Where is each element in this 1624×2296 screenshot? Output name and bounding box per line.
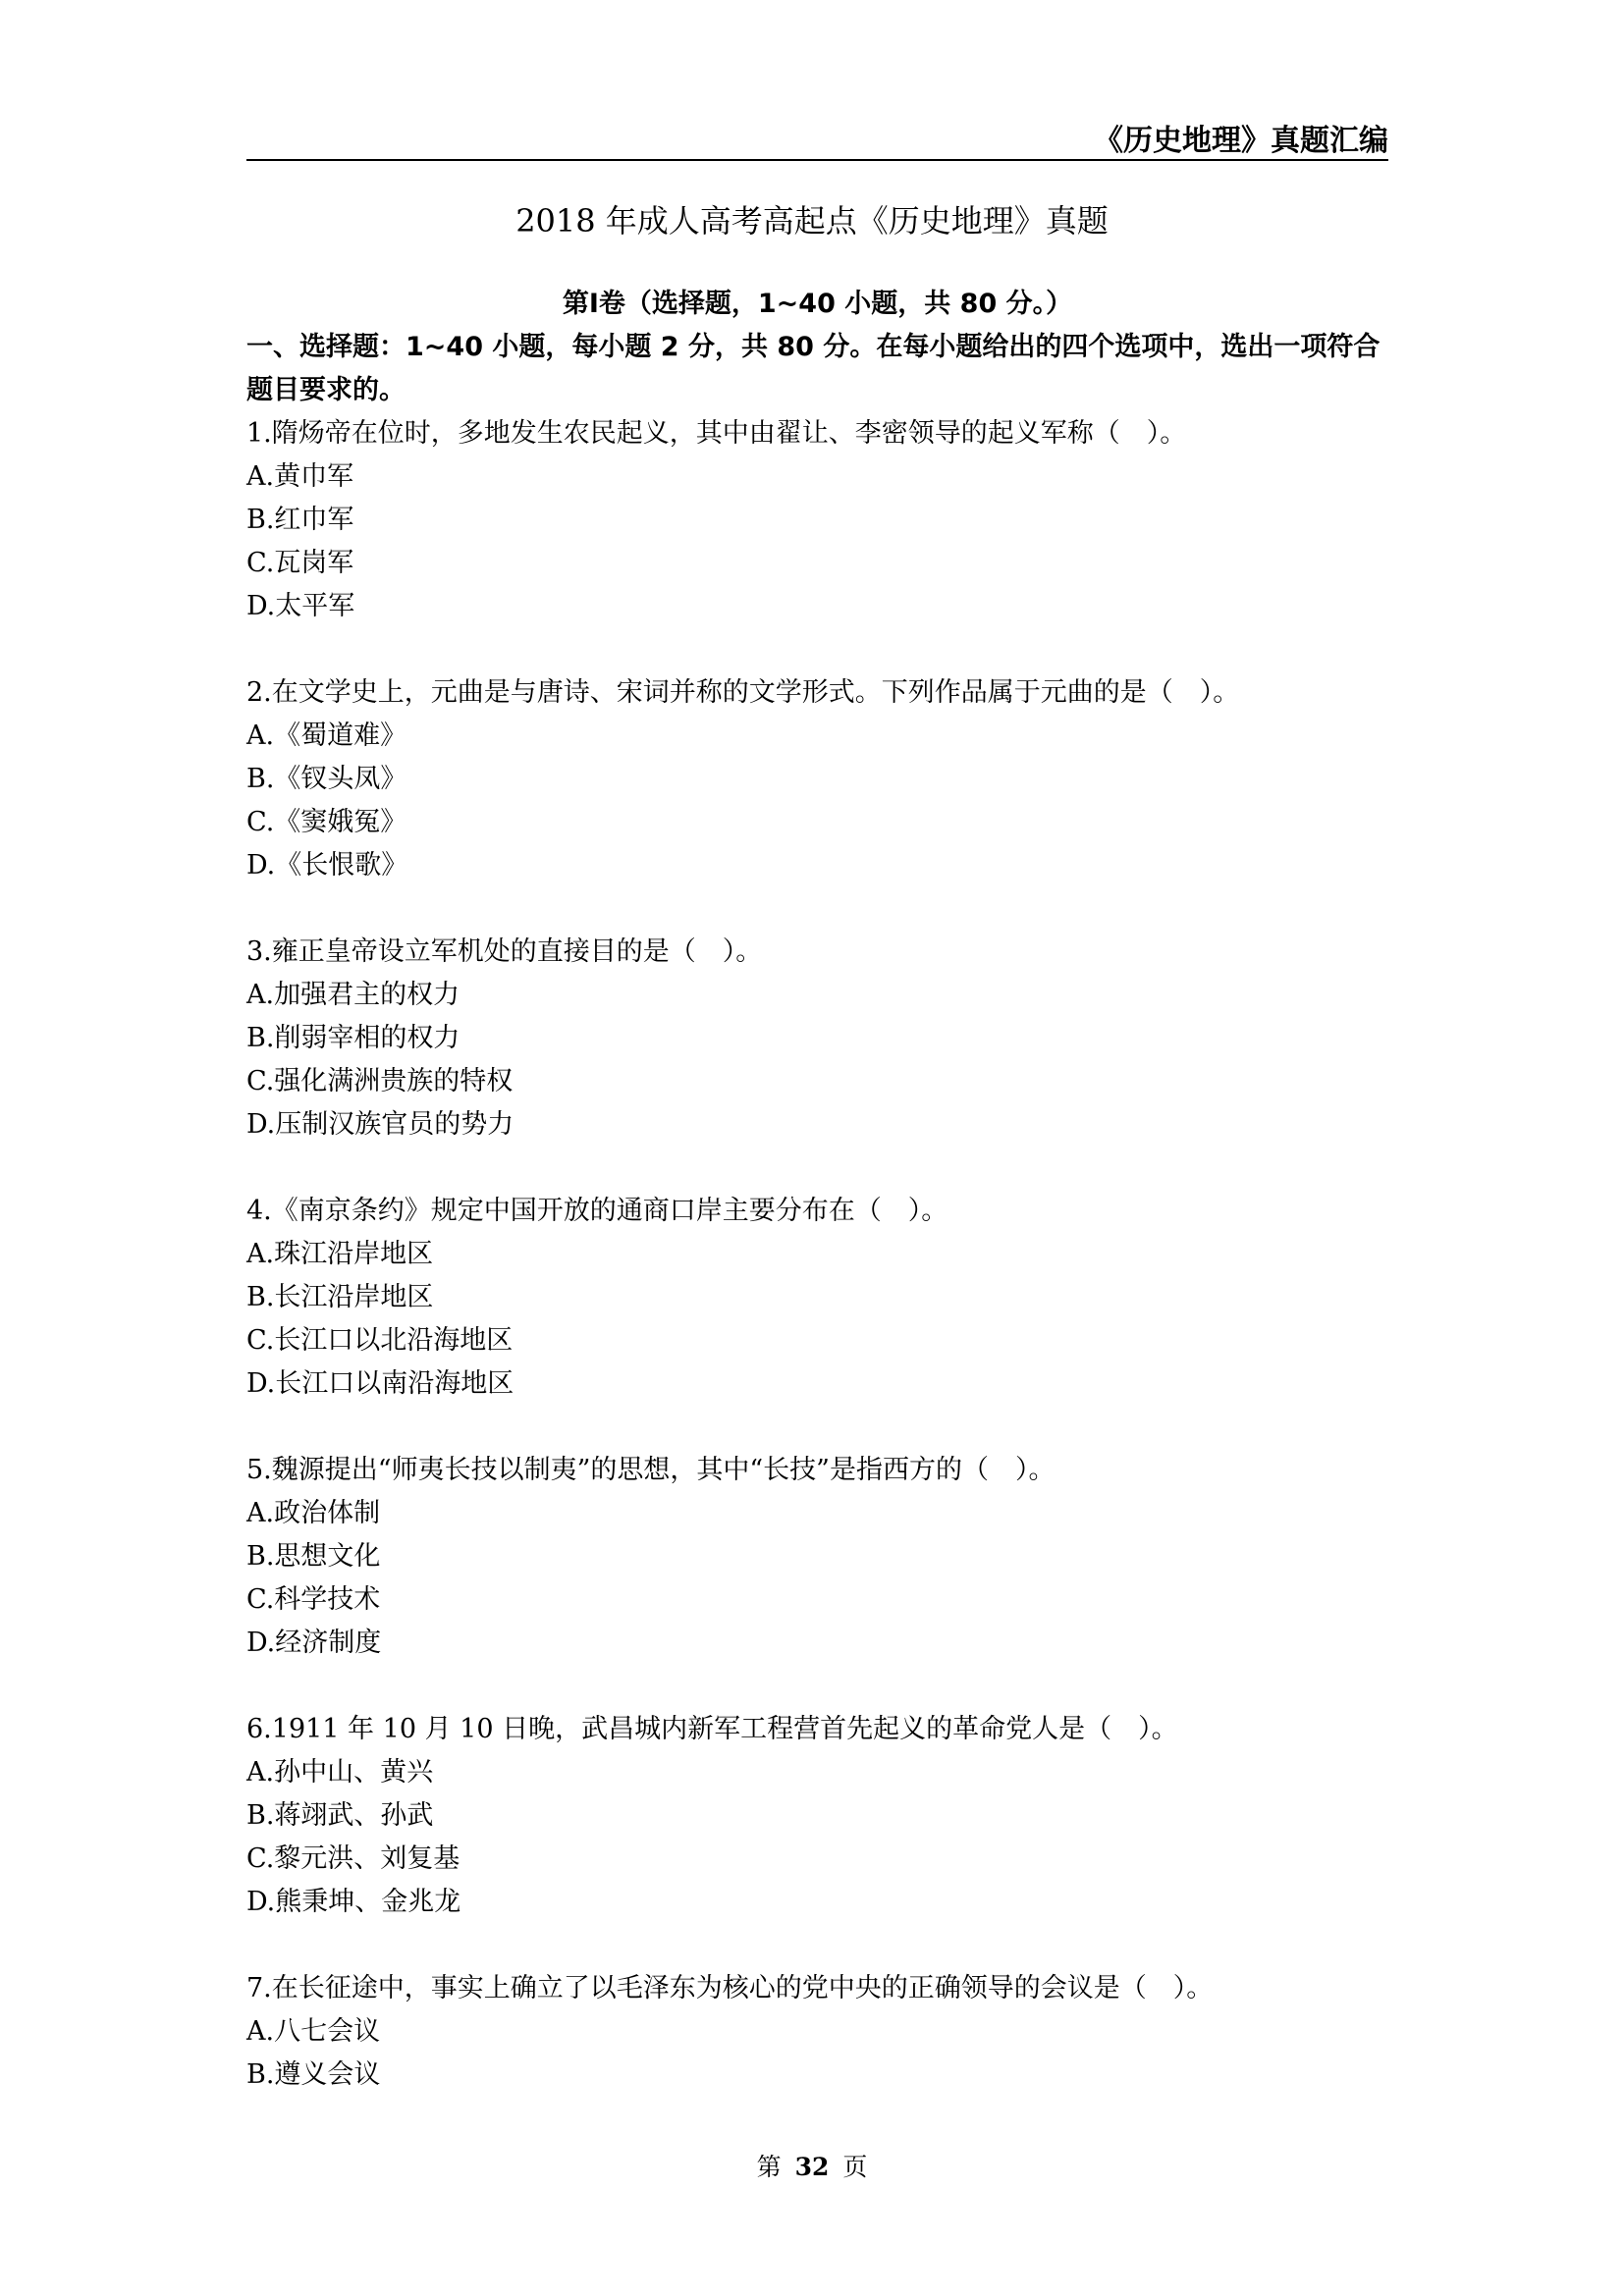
question-option: B.长江沿岸地区 <box>246 1282 434 1312</box>
document-title: 2018 年成人高考高起点《历史地理》真题 <box>515 202 1109 240</box>
question-option: B.蒋翊武、孙武 <box>246 1800 434 1831</box>
question-option: D.熊秉坤、金兆龙 <box>246 1887 461 1917</box>
question-option: C.瓦岗军 <box>246 548 354 578</box>
question-option: C.科学技术 <box>246 1584 381 1615</box>
document-body <box>246 283 1388 2097</box>
question-option: C.黎元洪、刘复基 <box>246 1843 460 1874</box>
question-5 <box>246 1449 1388 1665</box>
page-footer <box>0 2148 1624 2183</box>
question-option: D.太平军 <box>246 591 355 621</box>
question-6 <box>246 1708 1388 1924</box>
question-option: D.长江口以南沿海地区 <box>246 1368 514 1399</box>
question-stem: 7.在长征途中，事实上确立了以毛泽东为核心的党中央的正确领导的会议是（ ）。 <box>246 1973 1214 2003</box>
question-stem: 5.魏源提出“师夷长技以制夷”的思想，其中“长技”是指西方的（ ）。 <box>246 1455 1056 1485</box>
question-option: A.八七会议 <box>246 2016 381 2047</box>
question-option: A.政治体制 <box>246 1498 381 1528</box>
question-option: A.珠江沿岸地区 <box>246 1239 434 1269</box>
footer-prefix: 第 <box>756 2153 782 2181</box>
question-option: C.强化满洲贵族的特权 <box>246 1066 514 1096</box>
question-option: B.红巾军 <box>246 505 354 535</box>
question-option: A.孙中山、黄兴 <box>246 1757 434 1788</box>
question-option: A.黄巾军 <box>246 461 354 492</box>
question-option: A.加强君主的权力 <box>246 980 460 1010</box>
question-4 <box>246 1190 1388 1406</box>
question-option: B.遵义会议 <box>246 2059 381 2090</box>
page-number: 32 <box>794 2153 830 2181</box>
question-list <box>246 412 1388 2097</box>
header-title: 《历史地理》真题汇编 <box>1094 124 1388 158</box>
question-1 <box>246 412 1388 628</box>
instruction-text: 一、选择题：1~40 小题，每小题 2 分，共 80 分。在每小题给出的四个选项中，选出一项符合题目要求的。 <box>246 332 1380 405</box>
question-stem: 4.《南京条约》规定中国开放的通商口岸主要分布在（ ）。 <box>246 1196 948 1226</box>
question-stem: 3.雍正皇帝设立军机处的直接目的是（ ）。 <box>246 936 763 967</box>
question-7 <box>246 1967 1388 2097</box>
question-option: D.压制汉族官员的势力 <box>246 1109 514 1140</box>
question-3 <box>246 931 1388 1147</box>
question-option: C.《窦娥冤》 <box>246 807 407 837</box>
question-option: D.《长恨歌》 <box>246 850 408 881</box>
question-2 <box>246 671 1388 887</box>
question-option: B.《钗头凤》 <box>246 764 407 794</box>
question-option: B.思想文化 <box>246 1541 381 1572</box>
question-option: A.《蜀道难》 <box>246 721 407 751</box>
section-title: 第Ⅰ卷（选择题，1~40 小题，共 80 分。） <box>562 289 1073 319</box>
page-header <box>246 116 1388 161</box>
question-stem: 2.在文学史上，元曲是与唐诗、宋词并称的文学形式。下列作品属于元曲的是（ ）。 <box>246 677 1240 708</box>
question-option: D.经济制度 <box>246 1628 382 1658</box>
question-option: B.削弱宰相的权力 <box>246 1023 460 1053</box>
question-stem: 6.1911 年 10 月 10 日晚，武昌城内新军工程营首先起义的革命党人是（ ）。 <box>246 1714 1178 1744</box>
footer-suffix: 页 <box>842 2153 868 2181</box>
question-stem: 1.隋炀帝在位时，多地发生农民起义，其中由翟让、李密领导的起义军称（ ）。 <box>246 418 1187 449</box>
question-option: C.长江口以北沿海地区 <box>246 1325 514 1356</box>
